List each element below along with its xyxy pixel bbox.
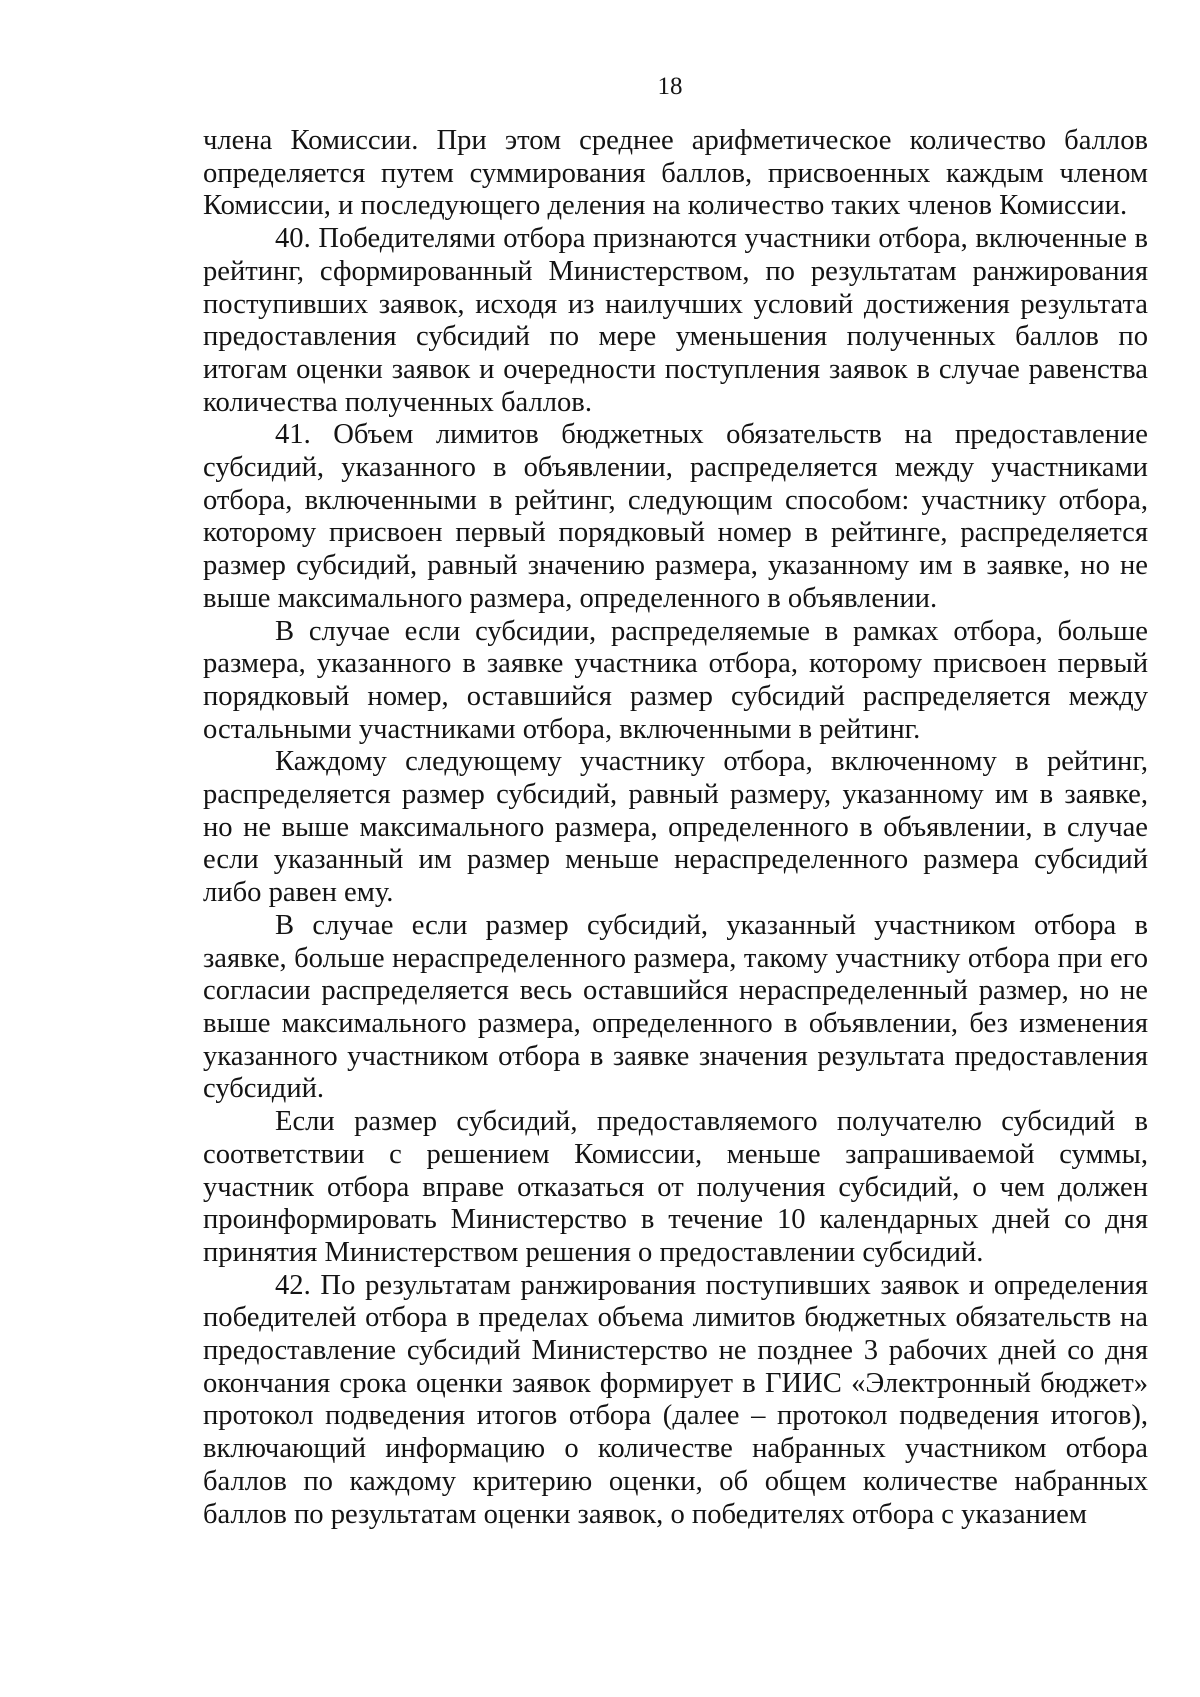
paragraph-refusal: Если размер субсидий, предоставляемого получателю субсидий в соответствии с решением Комиссии, меньше запрашиваемой суммы, участник отбора вправе отказаться от получения субсидий, о чем должен проинформировать Министерство в течение 10 календарных дней со дня принятия Министерством решения о предоставлении субсидий. — [203, 1106, 1148, 1268]
paragraph-item-42: 42. По результатам ранжирования поступивших заявок и определения победителей отбора в пределах объема лимитов бюджетных обязательств на предоставление субсидий Министерство не позднее 3 рабочих дней со дня окончания срока оценки заявок формирует в ГИИС «Электронный бюджет» протокол подведения итогов отбора (далее – протокол подведения итогов), включающий информацию о количестве набранных участником отбора баллов по каждому критерию оценки, об общем количестве набранных баллов по результатам оценки заявок, о победителях отбора с указанием — [203, 1269, 1148, 1530]
paragraph-unallocated-amount: В случае если размер субсидий, указанный участником отбора в заявке, больше нераспределенного размера, такому участнику отбора при его согласии распределяется весь оставшийся нераспределенный размер, но не выше максимального размера, определенного в объявлении, без изменения указанного участником отбора в заявке значения результата предоставления субсидий. — [203, 909, 1148, 1105]
page-number: 18 — [657, 73, 683, 100]
document-body — [203, 125, 1148, 1531]
paragraph-item-41: 41. Объем лимитов бюджетных обязательств на предоставление субсидий, указанного в объявлении, распределяется между участниками отбора, включенными в рейтинг, следующим способом: участнику отбора, которому присвоен первый порядковый номер в рейтинге, распределяется размер субсидий, равный значению размера, указанному им в заявке, но не выше максимального размера, определенного в объявлении. — [203, 419, 1148, 614]
paragraph-item-40: 40. Победителями отбора признаются участники отбора, включенные в рейтинг, сформированный Министерством, по результатам ранжирования поступивших заявок, исходя из наилучших условий достижения результата предоставления субсидий по мере уменьшения полученных баллов по итогам оценки заявок и очередности поступления заявок в случае равенства количества полученных баллов. — [203, 223, 1148, 418]
paragraph-continuation: члена Комиссии. При этом среднее арифметическое количество баллов определяется путем суммирования баллов, присвоенных каждым членом Комиссии, и последующего деления на количество таких членов Комиссии. — [203, 125, 1148, 222]
paragraph-next-participant: Каждому следующему участнику отбора, включенному в рейтинг, распределяется размер субсидий, равный размеру, указанному им в заявке, но не выше максимального размера, определенного в объявлении, в случае если указанный им размер меньше нераспределенного размера субсидий либо равен ему. — [203, 746, 1148, 909]
paragraph-remaining-subsidies: В случае если субсидии, распределяемые в рамках отбора, больше размера, указанного в заявке участника отбора, которому присвоен первый порядковый номер, оставшийся размер субсидий распределяется между остальными участниками отбора, включенными в рейтинг. — [203, 615, 1148, 745]
